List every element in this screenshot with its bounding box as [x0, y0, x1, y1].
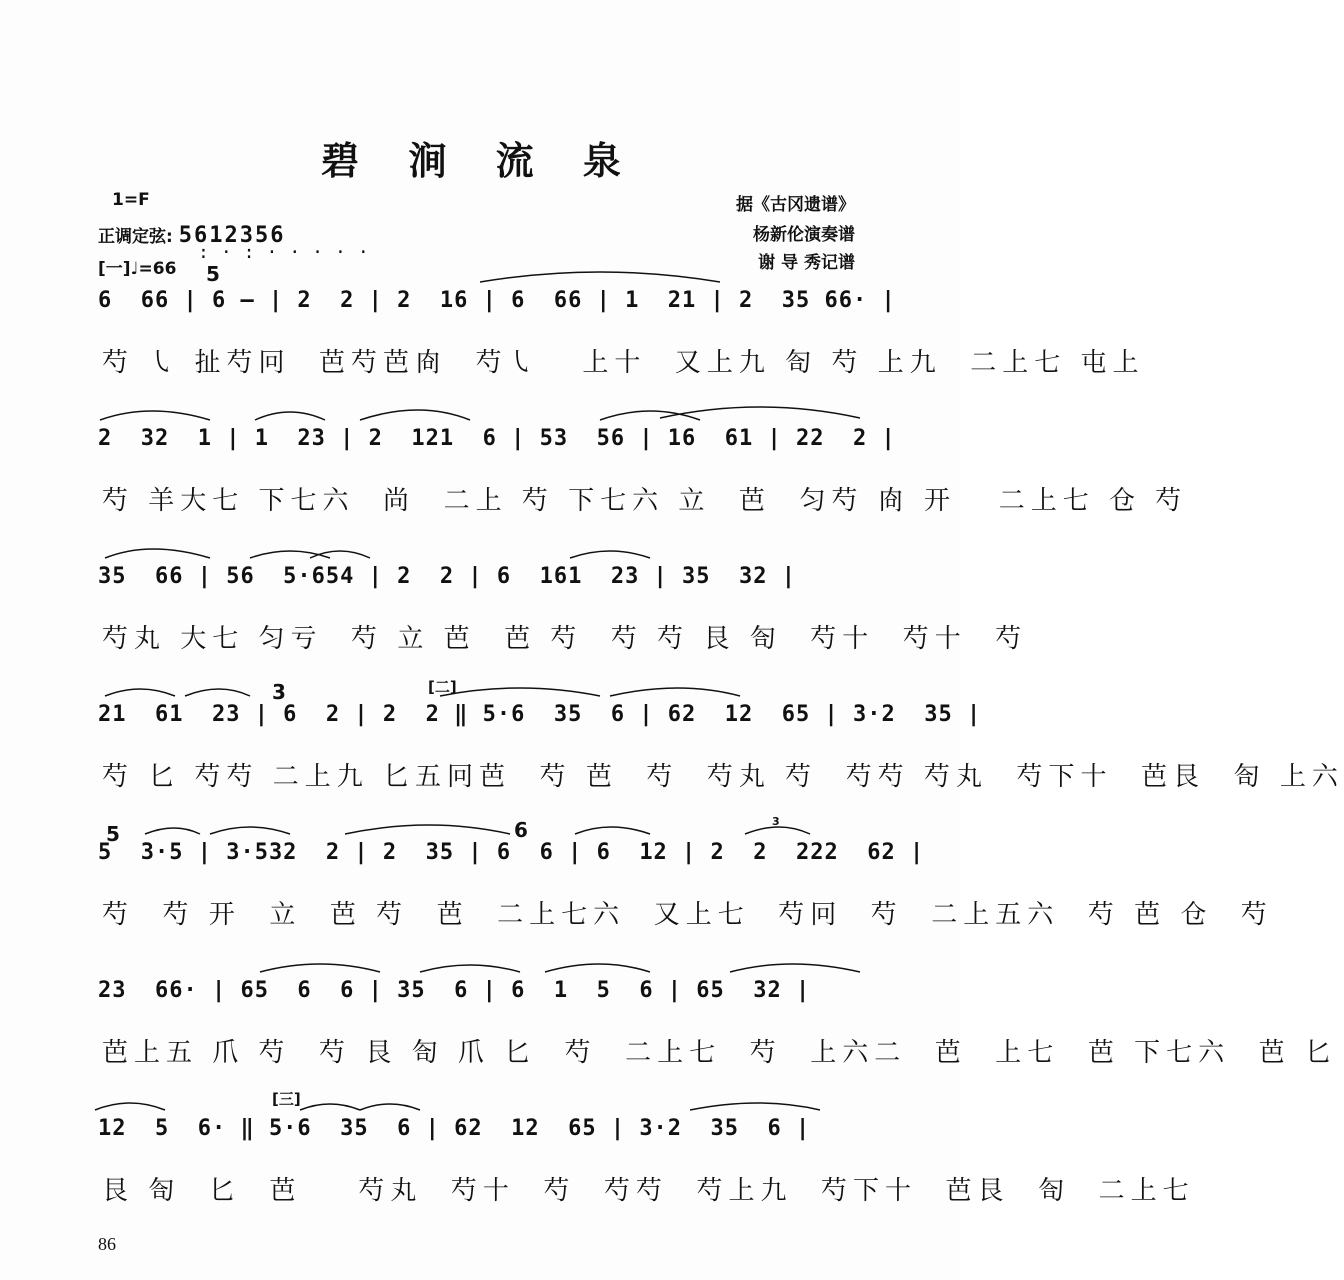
notation-line: 23 66· | 65 6 6 | 35 6 | 6 1 5 6 | 65 32 |: [98, 978, 811, 1003]
score-system: [98, 840, 1273, 960]
overnote: 5: [206, 262, 220, 286]
score-system: [98, 426, 1188, 546]
score-system: [98, 288, 1145, 408]
notation-line: 35 66 | 56 5·654 | 2 2 | 6 161 23 | 35 32 |: [98, 564, 797, 589]
transcriber-credit: 谢 导 秀记谱: [758, 253, 855, 273]
tablature-line: 芍 芍 开 立 芭 芍 芭 二上七六 又上七 芍冋 芍 二上五六 芍 芭 仓 芍: [102, 900, 1273, 930]
section-marker: [三]: [272, 1090, 301, 1108]
overnote: 3: [272, 680, 286, 704]
score-system: [98, 1116, 1195, 1236]
notation-line: 6 66 | 6 — | 2 2 | 2 16 | 6 66 | 1 21 | 2 35 66· |: [98, 288, 896, 313]
tempo-marking: [一]♩=66: [98, 259, 177, 279]
tablature-line: 芍丸 大七 匀亏 芍 立 芭 芭 芍 芍 芍 艮 匌 芍十 芍十 芍: [102, 624, 1028, 654]
score-system: [98, 564, 1028, 684]
notation-line: 21 61 23 | 6 2 | 2 2 ‖ 5·6 35 6 | 62 12 65 | 3·2 35 |: [98, 702, 982, 727]
notation-line: 2 32 1 | 1 23 | 2 121 6 | 53 56 | 16 61 | 22 2 |: [98, 426, 896, 451]
key-signature: 1=F: [112, 190, 150, 210]
score-system: [98, 978, 1337, 1098]
notation-line: 12 5 6· ‖ 5·6 35 6 | 62 12 65 | 3·2 35 6 |: [98, 1116, 811, 1141]
notation-line: 5 3·5 | 3·532 2 | 2 35 | 6 6 | 6 12 | 2 2 222 62 |: [98, 840, 925, 865]
tablature-line: 芭上五 爪 芍 芍 艮 匌 爪 匕 芍 二上七 芍 上六二 芭 上七 芭 下七六 芭 匕: [102, 1038, 1337, 1068]
overnote: 6: [514, 818, 528, 842]
tablature-line: 艮 匌 匕 芭 芍丸 芍十 芍 芍芍 芍上九 芍下十 芭艮 匌 二上七: [102, 1176, 1195, 1206]
triplet-mark: 3: [772, 815, 780, 828]
tablature-line: 芍 羊大七 下七六 尚 二上 芍 下七六 立 芭 匀芍 㕯 开 二上七 仓 芍: [102, 486, 1188, 516]
page-title: 碧 涧 流 泉: [321, 138, 639, 183]
tuning-label: 正调定弦:: [98, 227, 173, 247]
tablature-line: 芍 ㇂ 扯芍冋 芭芍芭㕯 芍㇂ 上十 又上九 匌 芍 上九 二上七 屯上: [102, 348, 1145, 378]
score-system: [98, 702, 1344, 822]
performer-credit: 杨新伦演奏谱: [753, 225, 855, 245]
tuning-octave-dots: :·:·····: [198, 242, 381, 263]
page-number: 86: [98, 1234, 116, 1254]
source-credit: 据《古冈遗谱》: [736, 195, 855, 215]
tablature-line: 芍 匕 芍芍 二上九 匕五冋芭 芍 芭 芍 芍丸 芍 芍芍 芍丸 芍下十 芭艮 匌 上六: [102, 762, 1344, 792]
overnote: 5: [106, 822, 120, 846]
section-marker: [二]: [428, 678, 457, 696]
tuning-notes: 5612356: [178, 223, 286, 248]
